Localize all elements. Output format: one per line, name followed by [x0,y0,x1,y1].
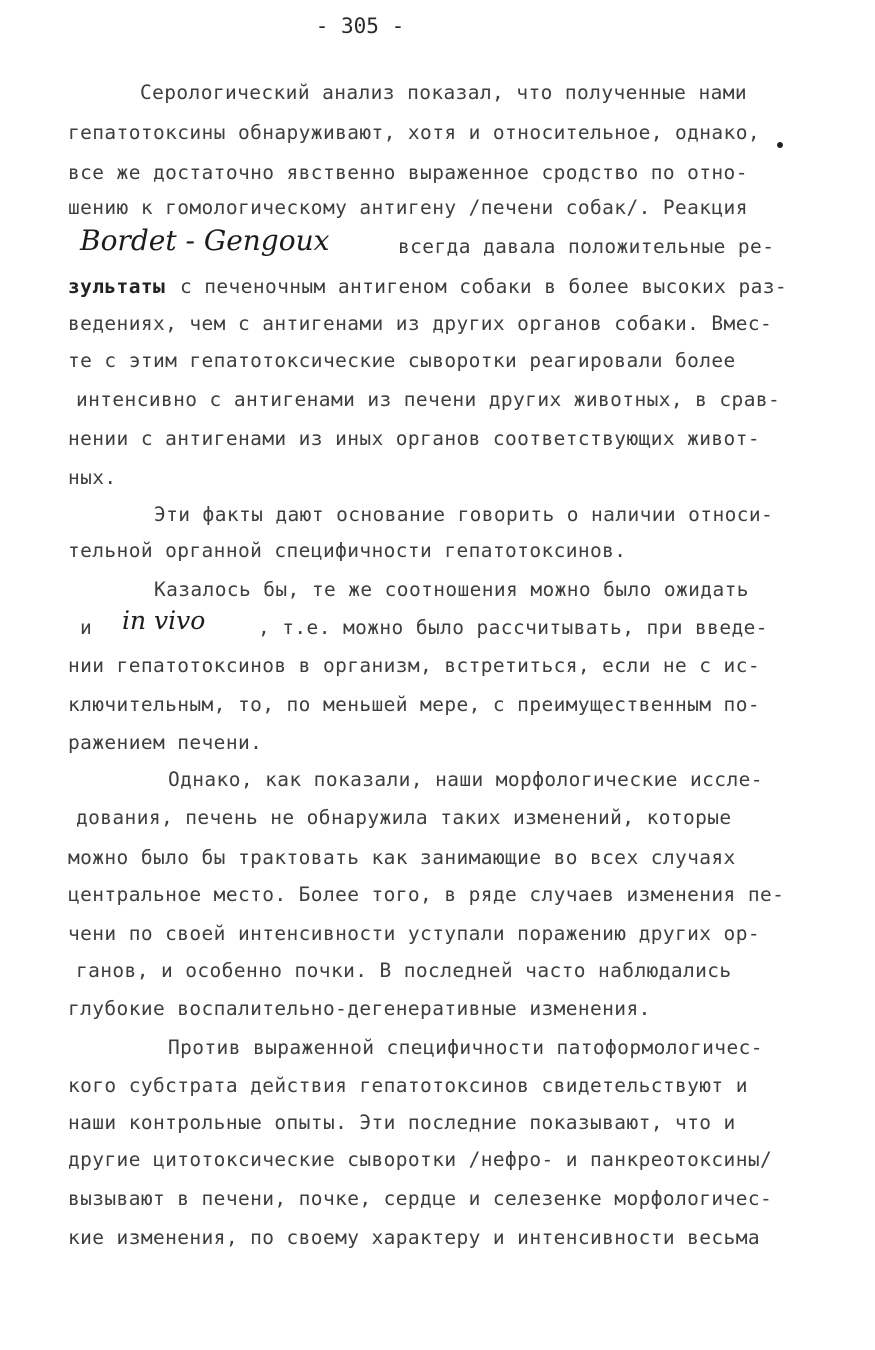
handwritten-reaction-name: Bordet - Gengoux [80,224,330,257]
text-line: кие изменения, по своему характеру и интенсивности весьма [68,1226,760,1249]
text-line: тельной органной специфичности гепатотоксинов. [68,539,627,562]
text-line: ганов, и особенно почки. В последней часто наблюдались [76,959,732,982]
ink-dot [777,142,783,148]
text-line: кого субстрата действия гепатотоксинов свидетельствуют и [68,1074,748,1097]
text-line: , т.е. можно было рассчитывать, при введе- [258,616,768,639]
text-line: дования, печень не обнаружила таких изменений, которые [76,806,732,829]
text-line: нии гепатотоксинов в организм, встретиться, если не с ис- [68,654,760,677]
text-line: ных. [68,466,117,489]
text-line: Однако, как показали, наши морфологические иссле- [168,768,763,791]
text-line: все же достаточно явственно выраженное сродство по отно- [68,161,748,184]
text-line: чени по своей интенсивности уступали поражению других ор- [68,922,760,945]
text-line: глубокие воспалительно-дегенеративные изменения. [68,997,651,1020]
text-line: центральное место. Более того, в ряде случаев изменения пе- [68,883,785,906]
text-line: ключительным, то, по меньшей мере, с преимущественным по- [68,693,760,716]
text-line: Серологический анализ показал, что полученные нами [140,81,747,104]
text-line: вызывают в печени, почке, сердце и селезенке морфологичес- [68,1187,773,1210]
text-line: Эти факты дают основание говорить о наличии относи- [154,503,774,526]
text-line: гепатотоксины обнаруживают, хотя и относительное, однако, [68,121,760,144]
text-line: можно было бы трактовать как занимающие во всех случаях [68,846,736,869]
text-line: те с этим гепатотоксические сыворотки реагировали более [68,349,736,372]
text-line: нении с антигенами из иных органов соответствующих живот- [68,427,760,450]
text-line: ражением печени. [68,731,263,754]
text-line: всегда давала положительные ре- [398,235,775,258]
text-line: другие цитотоксические сыворотки /нефро- и панкреотоксины/ [68,1148,773,1171]
text-line: Против выраженной специфичности патоформологичес- [168,1036,763,1059]
page-number: - 305 - [315,14,405,38]
text-line: зультаты [68,275,166,298]
text-line: Казалось бы, те же соотношения можно было ожидать [154,578,749,601]
text-line: шению к гомологическому антигену /печени собак/. Реакция [68,196,748,219]
text-line: и [80,616,93,639]
text-line: ведениях, чем с антигенами из других органов собаки. Вмес- [68,312,773,335]
text-line: наши контрольные опыты. Эти последние показывают, что и [68,1111,736,1134]
text-line: интенсивно с антигенами из печени других животных, в срав- [76,388,781,411]
text-line: с печеночным антигеном собаки в более высоких раз- [180,275,787,298]
handwritten-latin-phrase: in vivo [122,606,206,635]
